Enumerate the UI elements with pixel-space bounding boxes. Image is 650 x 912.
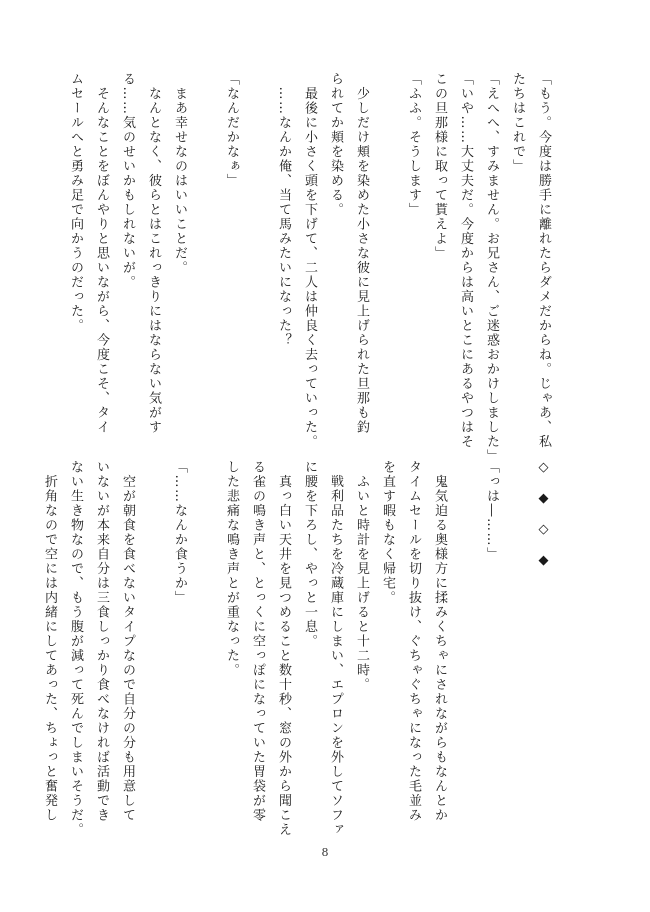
- blank-line: [374, 72, 400, 432]
- text-line: ふいと時計を見上げると十二時。: [354, 460, 369, 692]
- text-line: 「もう。今度は勝手に離れたらダメだからね。じゃあ、私: [536, 72, 551, 449]
- text-line: に腰を下ろし、やっと一息。: [302, 460, 317, 649]
- text-line: そんなことをぼんやりと思いながら、今度こそ、タイ: [94, 72, 109, 435]
- text-line: 少しだけ頬を染めた小さな彼に見上げられた旦那も釣: [354, 72, 369, 435]
- text-line: ◇ ◆ ◇ ◆: [536, 460, 551, 570]
- text-line: られてか頬を染める。: [328, 72, 343, 217]
- text-line: を直す暇もなく帰宅。: [380, 460, 395, 605]
- text-line: ……なんか俺、当て馬みたいになった？: [276, 72, 291, 348]
- text-line: 「えへへ、すみません。お兄さん、ご迷惑おかけしました」: [484, 72, 499, 464]
- text-line: いないが本来自分は三食しっかり食べなければ活動でき: [94, 460, 109, 823]
- blank-line: [452, 460, 478, 820]
- blank-line: [192, 72, 218, 432]
- text-line: 「ふふ。そうします」: [406, 72, 421, 217]
- text-line: 空が朝食を食べないタイプなので自分の分も用意して: [120, 460, 135, 823]
- blank-line: [244, 72, 270, 432]
- text-line: る……気のせいかもしれないが。: [120, 72, 135, 290]
- text-line: なんとなく、彼らとはこれっきりにはならない気がす: [146, 72, 161, 435]
- blank-line: [140, 460, 166, 820]
- text-line: この旦那様に取って貰えよ」: [432, 72, 447, 261]
- text-line: タイムセールを切り抜け、ぐちゃぐちゃになった毛並み: [406, 460, 421, 823]
- text-line: 戦利品たちを冷蔵庫にしまい、エプロンを外してソファ: [328, 460, 343, 837]
- text-line: 「っは―……」: [484, 460, 499, 562]
- text-line: ムセールへと勇み足で向かうのだった。: [68, 72, 83, 333]
- text-line: 折角なので空には内緒にしてあった、ちょっと奮発し: [42, 460, 57, 823]
- page-number: 8: [321, 846, 329, 859]
- lower-text-block: [42, 460, 556, 837]
- text-line: る雀の鳴き声と、とっくに空っぽになっていた胃袋が零: [250, 460, 265, 823]
- text-line: たちはこれで」: [510, 72, 525, 174]
- text-line: 鬼気迫る奥様方に揉みくちゃにされながらもなんとか: [432, 460, 447, 823]
- text-line: 最後に小さく頭を下げて、二人は仲良く去っていった。: [302, 72, 317, 449]
- blank-line: [192, 460, 218, 820]
- text-line: まあ幸せなのはいいことだ。: [172, 72, 187, 275]
- text-line: 「なんだかなぁ」: [224, 72, 239, 188]
- text-line: ない生き物なので、もう腹が減って死んでしまいそうだ。: [68, 460, 83, 837]
- blank-line: [504, 460, 530, 820]
- text-line: 「いや……大丈夫だ。今度からは高いとこにあるやつはそ: [458, 72, 473, 449]
- text-line: 真っ白い天井を見つめること数十秒、窓の外から聞こえ: [276, 460, 291, 837]
- text-line: した悲痛な鳴き声とが重なった。: [224, 460, 239, 678]
- text-line: 「……なんか食うか」: [172, 460, 187, 605]
- upper-text-block: [68, 72, 556, 464]
